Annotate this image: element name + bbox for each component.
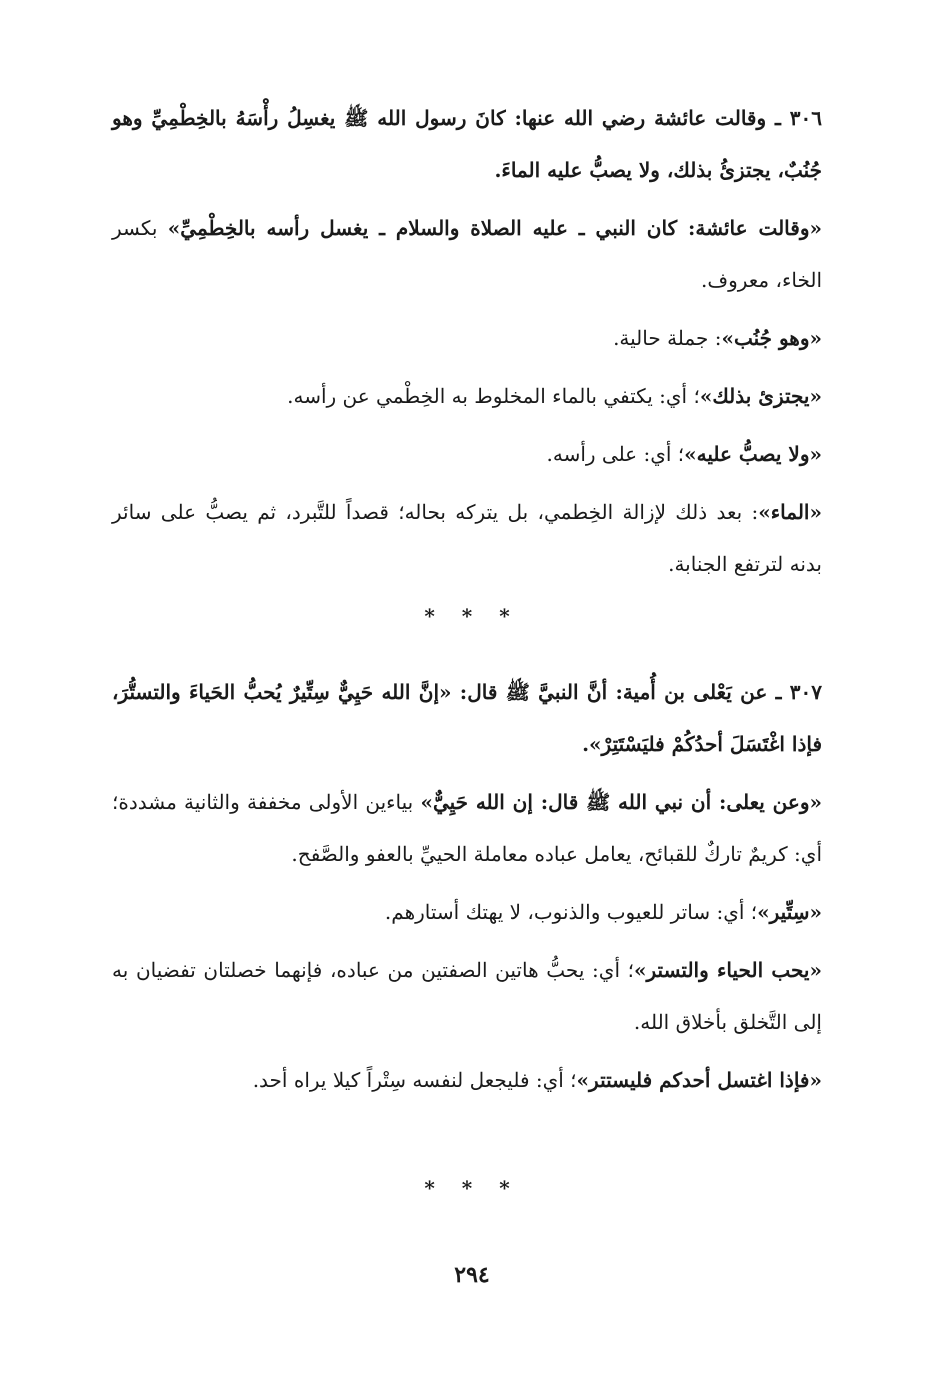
hadith-306-commentary-2: [112, 312, 822, 364]
hadith-307-commentary-1: [112, 776, 822, 880]
hadith-307-text: ٣٠٧ ـ عن يَعْلى بن أُمية: أنَّ النبيَّ ﷺ قال: «إنَّ الله حَيِيٌّ سِتِّيرٌ يُحبُّ الحَياءَ والتستُّرَ، فإذا اغْتَسَلَ أحدُكُمْ فليَسْتَتِرْ».: [112, 680, 822, 756]
hadith-306-section: [112, 92, 822, 590]
commentary-quote: «الماء»: [758, 500, 822, 524]
hadith-306-commentary-3: [112, 370, 822, 422]
commentary-quote: «يحب الحياء والتستر»: [634, 958, 822, 982]
section-separator: * * *: [424, 1176, 520, 1200]
hadith-306-commentary-1: [112, 202, 822, 306]
page-number: ٢٩٤: [454, 1262, 490, 1288]
hadith-307-section: [112, 666, 822, 1106]
commentary-quote: «فإذا اغتسل أحدكم فليستتر»: [576, 1068, 822, 1092]
commentary-explanation: : جملة حالية.: [613, 326, 722, 350]
commentary-explanation: ؛ أي: يكتفي بالماء المخلوط به الخِطْمي عن رأسه.: [287, 384, 700, 408]
commentary-explanation: : بعد ذلك لإزالة الخِطمي، بل يتركه بحاله؛ قصداً للتَّبرد، ثم يصبُّ على سائر بدنه لترتفع الجنابة.: [112, 500, 822, 576]
hadith-307-commentary-3: [112, 944, 822, 1048]
hadith-307-commentary-2: [112, 886, 822, 938]
commentary-quote: «سِتِّير»: [757, 900, 822, 924]
commentary-explanation: ؛ أي: فليجعل لنفسه سِتْراً كيلا يراه أحد.: [252, 1068, 577, 1092]
commentary-explanation: بياءين الأولى مخففة والثانية مشددة؛ أي: كريمٌ تاركٌ للقبائح، يعامل عباده معاملة الحييِّ بالعفو والصَّفح.: [112, 790, 822, 866]
commentary-quote: «يجتزئ بذلك»: [699, 384, 822, 408]
hadith-306-text: ٣٠٦ ـ وقالت عائشة رضي الله عنها: كانَ رسول الله ﷺ يغسِلُ رأْسَهُ بالخِطْمِيِّ وهو جُنُبٌ، يجتزئُ بذلك، ولا يصبُّ عليه الماءَ.: [112, 106, 822, 182]
commentary-explanation: ؛ أي: يحبُّ هاتين الصفتين من عباده، فإنهما خصلتان تفضيان به إلى التَّخلق بأخلاق الله.: [112, 958, 822, 1034]
commentary-explanation: بكسر الخاء، معروف.: [112, 216, 822, 292]
commentary-quote: «ولا يصبُّ عليه»: [684, 442, 822, 466]
hadith-306-commentary-5: [112, 486, 822, 590]
commentary-quote: «وعن يعلى: أن نبي الله ﷺ قال: إن الله حَيِيٌّ»: [420, 790, 823, 814]
commentary-quote: «وهو جُنُب»: [721, 326, 822, 350]
hadith-306-commentary-4: [112, 428, 822, 480]
commentary-quote: «وقالت عائشة: كان النبي ـ عليه الصلاة والسلام ـ يغسل رأسه بالخِطْمِيِّ»: [167, 216, 822, 240]
hadith-307-commentary-4: [112, 1054, 822, 1106]
section-separator: * * *: [424, 604, 520, 628]
commentary-explanation: ؛ أي: ساتر للعيوب والذنوب، لا يهتك أستارهم.: [384, 900, 758, 924]
commentary-explanation: ؛ أي: على رأسه.: [546, 442, 685, 466]
